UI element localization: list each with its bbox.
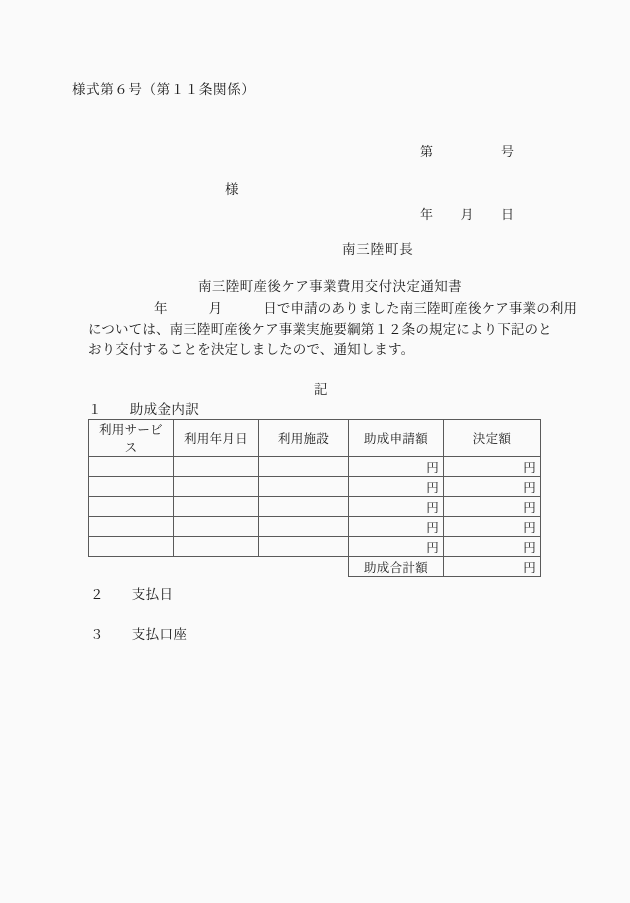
- cell-spacer: [259, 557, 349, 577]
- cell-total-amount[interactable]: 円: [444, 557, 541, 577]
- cell-total-label: 助成合計額: [349, 557, 444, 577]
- cell-facility[interactable]: [259, 497, 349, 517]
- cell-service[interactable]: [89, 517, 174, 537]
- cell-service[interactable]: [89, 477, 174, 497]
- cell-facility[interactable]: [259, 517, 349, 537]
- cell-decided-amount[interactable]: 円: [444, 477, 541, 497]
- cell-date[interactable]: [174, 537, 259, 557]
- cell-date[interactable]: [174, 457, 259, 477]
- cell-service[interactable]: [89, 497, 174, 517]
- table-row: [89, 477, 541, 497]
- cell-applied-amount[interactable]: 円: [349, 477, 444, 497]
- document-meta: [420, 100, 515, 268]
- table-header-decided: 決定額: [444, 420, 541, 457]
- cell-service[interactable]: [89, 457, 174, 477]
- section-heading-payment-date: ２ 支払日: [90, 587, 174, 603]
- table-header-date: 利用年月日: [174, 420, 259, 457]
- cell-decided-amount[interactable]: 円: [444, 517, 541, 537]
- cell-date[interactable]: [174, 497, 259, 517]
- addressee-honorific: 様: [225, 182, 239, 198]
- document-number-line: 第 号: [420, 145, 515, 160]
- cell-spacer: [89, 557, 174, 577]
- table-header-applied: 助成申請額: [349, 420, 444, 457]
- section-heading-payment-account: ３ 支払口座: [90, 627, 188, 643]
- cell-date[interactable]: [174, 477, 259, 497]
- table-header-facility: 利用施設: [259, 420, 349, 457]
- table-row: [89, 517, 541, 537]
- cell-decided-amount[interactable]: 円: [444, 457, 541, 477]
- cell-service[interactable]: [89, 537, 174, 557]
- cell-applied-amount[interactable]: 円: [349, 457, 444, 477]
- table-header-service: 利用サービス: [89, 420, 174, 457]
- cell-decided-amount[interactable]: 円: [444, 537, 541, 557]
- table-total-row: [89, 557, 541, 577]
- grant-breakdown-table: [88, 419, 541, 577]
- cell-applied-amount[interactable]: 円: [349, 497, 444, 517]
- cell-spacer: [174, 557, 259, 577]
- document-date-line: 年 月 日: [420, 208, 515, 223]
- body-line-3: おり交付することを決定しましたので、通知します。: [88, 342, 415, 358]
- table-row: [89, 457, 541, 477]
- table-header-row: [89, 420, 541, 457]
- body-line-2: については、南三陸町産後ケア事業実施要綱第１２条の規定により下記のと: [88, 321, 552, 338]
- cell-date[interactable]: [174, 517, 259, 537]
- cell-applied-amount[interactable]: 円: [349, 537, 444, 557]
- issuer-name: 南三陸町長: [342, 242, 414, 258]
- table-row: [89, 537, 541, 557]
- cell-decided-amount[interactable]: 円: [444, 497, 541, 517]
- body-paragraph: [88, 299, 578, 361]
- table-row: [89, 497, 541, 517]
- cell-facility[interactable]: [259, 477, 349, 497]
- ki-marker: 記: [314, 382, 328, 398]
- document-title: 南三陸町産後ケア事業費用交付決定通知書: [197, 279, 463, 295]
- cell-facility[interactable]: [259, 457, 349, 477]
- section-heading-grant-breakdown: １ 助成金内訳: [88, 402, 200, 418]
- body-line-1: 年 月 日で申請のありました南三陸町産後ケア事業の利用: [154, 301, 578, 317]
- form-number: 様式第６号（第１１条関係）: [72, 82, 256, 98]
- cell-applied-amount[interactable]: 円: [349, 517, 444, 537]
- cell-facility[interactable]: [259, 537, 349, 557]
